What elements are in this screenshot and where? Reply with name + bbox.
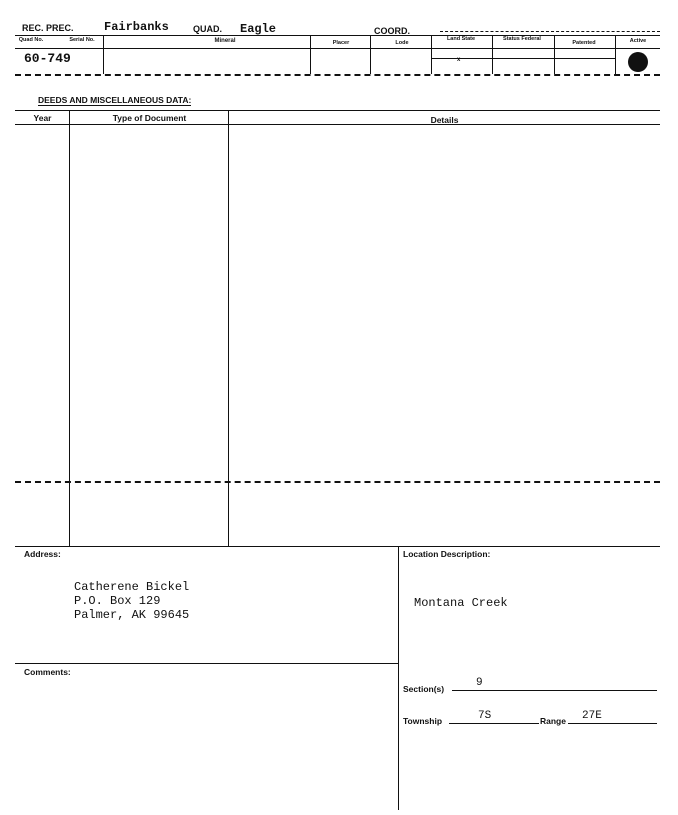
location-value: Montana Creek bbox=[414, 596, 508, 610]
col-mineral: Mineral bbox=[214, 38, 236, 44]
address-block bbox=[74, 580, 189, 622]
col-patented: Patented bbox=[572, 40, 596, 46]
header-bottom-dash bbox=[15, 74, 660, 76]
range-value: 27E bbox=[582, 710, 602, 722]
col-serial-no: Serial No. bbox=[69, 37, 95, 43]
col-details: Details bbox=[430, 115, 459, 125]
col-year: Year bbox=[33, 113, 52, 123]
col-land-state: Land State bbox=[446, 36, 476, 42]
deeds-mid-dash bbox=[15, 481, 660, 483]
location-label: Location Description: bbox=[403, 549, 491, 559]
deeds-title: DEEDS AND MISCELLANEOUS DATA: bbox=[38, 95, 192, 105]
header-col-line bbox=[15, 48, 660, 49]
col-active: Active bbox=[629, 38, 647, 44]
section-label: Section(s) bbox=[403, 684, 445, 694]
range-line bbox=[568, 723, 657, 724]
comments-top-line bbox=[15, 663, 398, 664]
lower-center-divider bbox=[398, 546, 399, 810]
divider bbox=[615, 35, 616, 74]
section-value: 9 bbox=[476, 677, 483, 689]
divider bbox=[492, 35, 493, 74]
lower-top-line bbox=[15, 546, 660, 547]
township-line bbox=[449, 723, 539, 724]
address-label: Address: bbox=[24, 549, 61, 559]
quad-value: Eagle bbox=[240, 22, 277, 36]
active-dot bbox=[628, 52, 648, 72]
divider bbox=[310, 35, 311, 74]
col-lode: Lode bbox=[395, 40, 409, 46]
land-state-mark: x bbox=[457, 57, 461, 63]
deeds-top-line bbox=[15, 110, 660, 111]
address-line2: P.O. Box 129 bbox=[74, 594, 161, 608]
quad-serial-value: 60-749 bbox=[24, 51, 71, 66]
col-type-of-document: Type of Document bbox=[112, 113, 187, 123]
rec-prec-value: Fairbanks bbox=[104, 20, 169, 34]
col-placer: Placer bbox=[332, 40, 350, 46]
divider bbox=[431, 35, 432, 74]
divider bbox=[554, 35, 555, 74]
rec-prec-label: REC. PREC. bbox=[22, 23, 74, 33]
coord-dash bbox=[440, 31, 660, 32]
divider bbox=[370, 35, 371, 74]
address-line3: Palmer, AK 99645 bbox=[74, 608, 190, 622]
section-line bbox=[452, 690, 657, 691]
township-value: 7S bbox=[478, 710, 492, 722]
township-label: Township bbox=[403, 716, 443, 726]
quad-label: QUAD. bbox=[193, 24, 222, 34]
address-line1: Catherene Bickel bbox=[74, 580, 190, 594]
col-quad-no: Quad No. bbox=[18, 37, 44, 43]
col-status-federal: Status Federal bbox=[503, 36, 541, 42]
comments-label: Comments: bbox=[24, 667, 71, 677]
coord-label: COORD. bbox=[374, 26, 410, 36]
header-top-line bbox=[15, 35, 660, 36]
divider bbox=[103, 35, 104, 74]
range-label: Range bbox=[540, 716, 566, 726]
